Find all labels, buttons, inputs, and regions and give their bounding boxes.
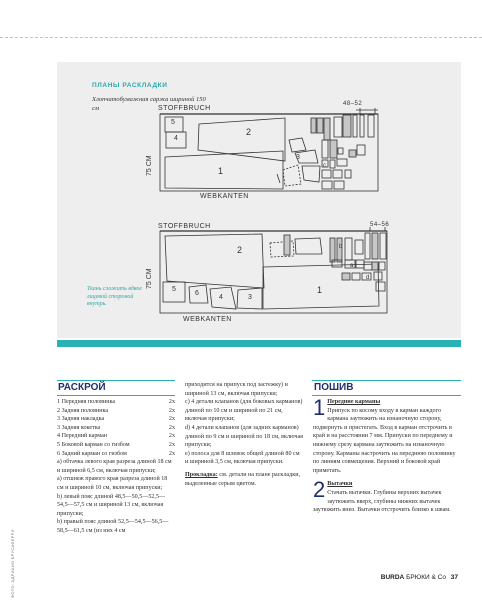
top-piece-1-front [165, 151, 283, 189]
sewing-column [313, 395, 461, 515]
bottom-num-b: b [339, 244, 343, 250]
teal-band [57, 340, 461, 347]
cutting-item: 5 Боковой карман со гизбом 2x [57, 441, 175, 448]
top-num-4: 4 [174, 135, 179, 142]
sewing-top-rule [312, 380, 461, 381]
bottom-piece-2-back [165, 234, 264, 288]
footer-magazine: БРЮКИ & Co [406, 574, 446, 581]
cutting-text: b) левый пояс длиной 48,5—50,5—52,5—54,5—57,5 см и шириной 13 см, включая припуски; [57, 493, 166, 517]
cutting-text: с) 4 детали клапанов (для боковых карманов) длиной по 10 см и шириной по 21 см, включая припуски; [185, 399, 303, 423]
fold-note: Ткань сложить вдвое лицевой стороной внутрь. [87, 286, 143, 307]
sewing-title: ПОШИВ [314, 382, 354, 393]
bottom-width-label: 75 CM [146, 268, 153, 289]
sewing-step-2 [313, 477, 461, 514]
bottom-num-5: 5 [172, 286, 177, 293]
bottom-layout [160, 227, 387, 313]
fabric-note: Хлопчатобумажная саржа шириной 150 см [92, 96, 206, 112]
bottom-stoffbruch-label: STOFFBRUCH [158, 223, 211, 230]
cutting-item: 4 Передний карман 2x [57, 433, 175, 440]
step-1-number: 1 [313, 395, 326, 420]
cutting-text: приходится на припуск под застежку) и шириной 13 см, включая припуски; [185, 382, 288, 397]
top-num-1: 1 [218, 166, 224, 176]
cutting-column-2 [185, 381, 303, 488]
top-num-5: 5 [171, 119, 176, 126]
top-webkanten-label: WEBKANTEN [200, 193, 249, 200]
layout-title: ПЛАНЫ РАСКЛАДКИ [92, 82, 168, 89]
bottom-webkanten-label: WEBKANTEN [183, 316, 232, 323]
prokladka-paragraph: Прокладка: см. детали на плане раскладки, выделенные серым цветом. [185, 471, 300, 487]
cutting-text: b) правый пояс длиной 52,5—54,5—56,5—58,5—61,5 см (из них 4 см [57, 519, 169, 534]
bottom-size-range: 54–56 [370, 222, 390, 228]
page-footer [381, 574, 458, 581]
top-layout [160, 108, 378, 191]
photo-credit: ФОТО: АДРИАНО БРУСАФЕРРИ [10, 529, 15, 598]
footer-brand: BURDA [380, 574, 405, 581]
sewing-step-1 [313, 395, 461, 475]
top-width-label: 75 CM [146, 155, 153, 176]
top-stoffbruch-label: STOFFBRUCH [158, 105, 211, 112]
bottom-num-6: 6 [195, 290, 200, 297]
cutting-text: а) отшнеж правого края разреза длиной 18 см и шириной 10 см, включая припуски; [57, 476, 168, 491]
step-2-text: Стачать вытачки. Глубины верхних вытачек заутюжить вверх, глубины нижних вытачек заутюжить вниз. Вытачки отстрочить близко к швам. [313, 489, 451, 514]
cutting-title: РАСКРОЙ [58, 382, 106, 393]
prokladka-label: Прокладка: [185, 471, 218, 478]
bottom-fabric-frame [160, 231, 387, 313]
bottom-num-3: 3 [248, 294, 253, 301]
cutting-item: 2 Задняя половинка 2x [57, 407, 175, 414]
cutting-item: 3 Задняя кокетка 2x [57, 424, 175, 431]
top-size-range: 48–52 [343, 101, 363, 107]
top-num-2: 2 [246, 127, 252, 137]
bottom-num-a: a [350, 263, 354, 269]
step-2-number: 2 [313, 477, 326, 503]
step-1-title: Передние карманы [327, 399, 381, 405]
sewing-bottom-rule [312, 395, 461, 396]
bottom-num-2: 2 [237, 245, 243, 255]
cutting-top-rule [57, 380, 175, 381]
cutting-bottom-rule [57, 395, 175, 396]
cutting-column-1 [57, 398, 175, 536]
cutting-text: d) 4 детали клапанов (для задних карманов) длиной по 9 см и шириной по 18 см, включая припуски; [185, 424, 303, 449]
top-num-c: c [323, 163, 327, 169]
step-2-title: Вытачки [327, 481, 353, 488]
page-number: 37 [450, 574, 458, 581]
cutting-item: 3 Задняя накладка 2x [57, 416, 175, 423]
cutting-item: 6 Задний карман со гизбом 2x [57, 450, 175, 457]
cutting-text: е) полоса для 8 шлевок общей длиной 80 см и шириной 3,5 см, включая припуски. [185, 450, 300, 466]
step-1-text: Припуск по косому входу в карман каждого кармана заутюжить на изнаночную сторону, подвернуть и пристегать. Вход в карман отстрочить в край и на расстоянии 7 мм. Припуски по переднему и нижнему срезу кармана заутюжить на изнаночную сторону. Карманы настрочить на переднюю половинку по линиям совмещения. Верхний и боковой край приметать. [313, 407, 456, 474]
cutting-item: 1 Передняя половинка 2x [57, 399, 175, 405]
top-num-3: 3 [296, 154, 301, 161]
bottom-num-1: 1 [317, 285, 323, 295]
cutting-text: а) обтачка левого края разреза длиной 18 см и шириной 6,5 см, включая припуски; [57, 459, 172, 474]
bottom-num-4: 4 [219, 294, 224, 301]
bottom-num-d: d [366, 275, 370, 281]
